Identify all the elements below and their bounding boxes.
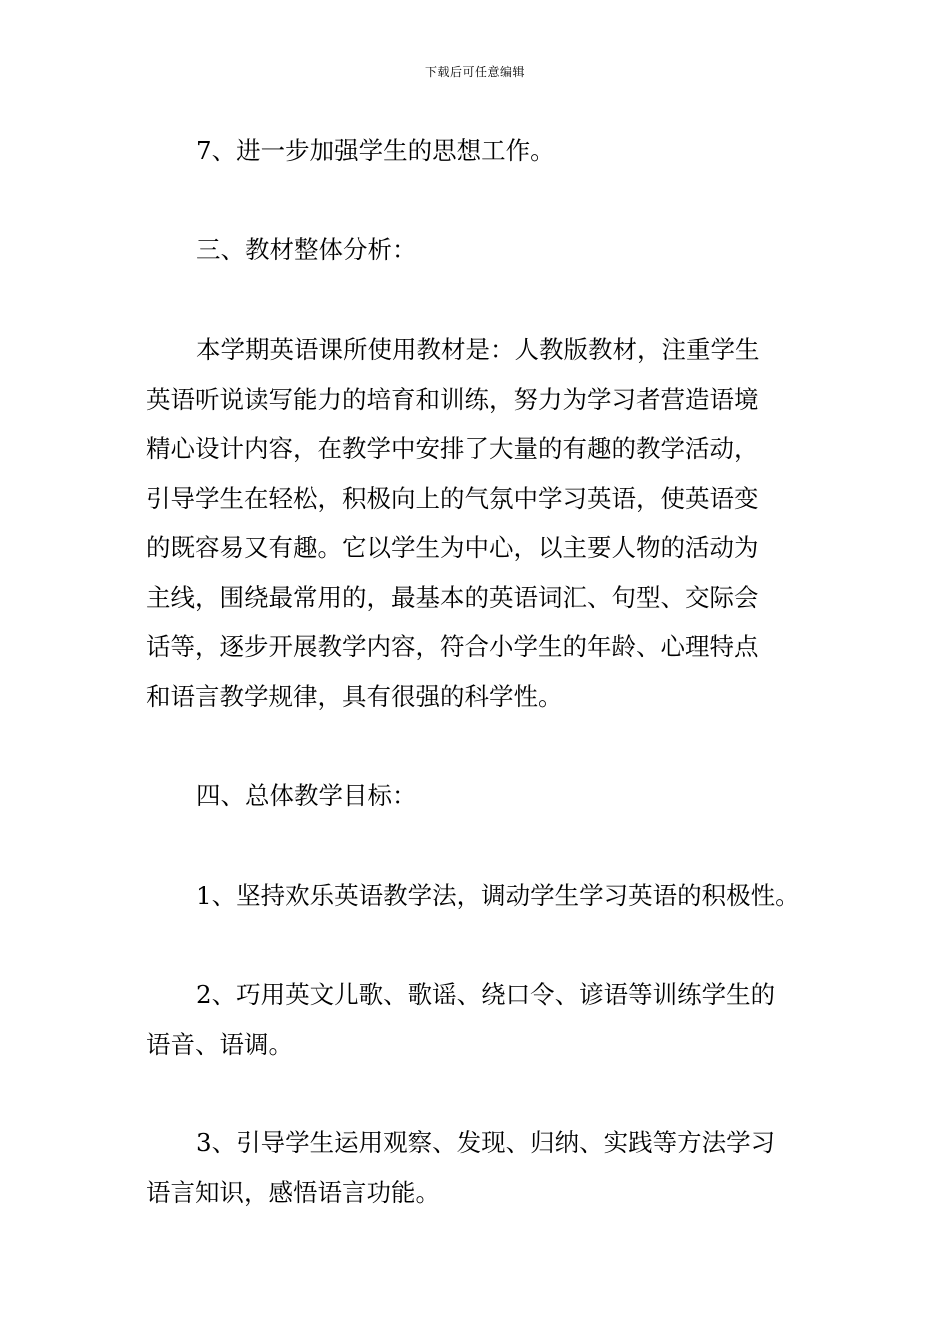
paragraph-textbook-description (146, 325, 806, 721)
paragraph-goal-3 (146, 1118, 806, 1217)
page-header: 下载后可任意编辑 (424, 65, 525, 79)
paragraph-line: 四、总体教学目标： (196, 781, 417, 810)
paragraph-line: 英语听说读写能力的培育和训练，努力为学习者营造语境 (146, 384, 759, 414)
paragraph-line: 三、教材整体分析： (196, 235, 417, 264)
paragraph-line: 精心设计内容，在教学中安排了大量的有趣的教学活动， (146, 434, 759, 463)
paragraph-line: 2、巧用英文儿歌、歌谣、绕口令、谚语等训练学生的 (196, 980, 776, 1009)
paragraph-line: 引导学生在轻松，积极向上的气氛中学习英语，使英语变 (146, 483, 759, 513)
paragraph-line: 语音、语调。 (146, 1029, 293, 1059)
paragraph-line: 7、进一步加强学生的思想工作。 (196, 136, 555, 165)
paragraph-line: 1、坚持欢乐英语教学法，调动学生学习英语的积极性。 (196, 881, 800, 910)
paragraph-line: 和语言教学规律，具有很强的科学性。 (146, 681, 563, 711)
paragraph-line: 本学期英语课所使用教材是：人教版教材，注重学生 (196, 335, 760, 364)
paragraph-line: 主线，围绕最常用的，最基本的英语词汇、句型、交际会 (146, 582, 759, 612)
section-heading-teaching-goals (146, 771, 806, 821)
paragraph-line: 3、引导学生运用观察、发现、归纳、实践等方法学习 (196, 1128, 776, 1157)
section-heading-textbook-analysis (146, 225, 806, 275)
paragraph-item-7 (146, 126, 806, 176)
paragraph-line: 的既容易又有趣。它以学生为中心，以主要人物的活动为 (146, 533, 759, 562)
paragraph-goal-1 (146, 871, 806, 921)
paragraph-goal-2 (146, 970, 806, 1069)
paragraph-line: 话等，逐步开展教学内容，符合小学生的年龄、心理特点 (146, 632, 759, 661)
paragraph-line: 语言知识，感悟语言功能。 (146, 1177, 440, 1207)
